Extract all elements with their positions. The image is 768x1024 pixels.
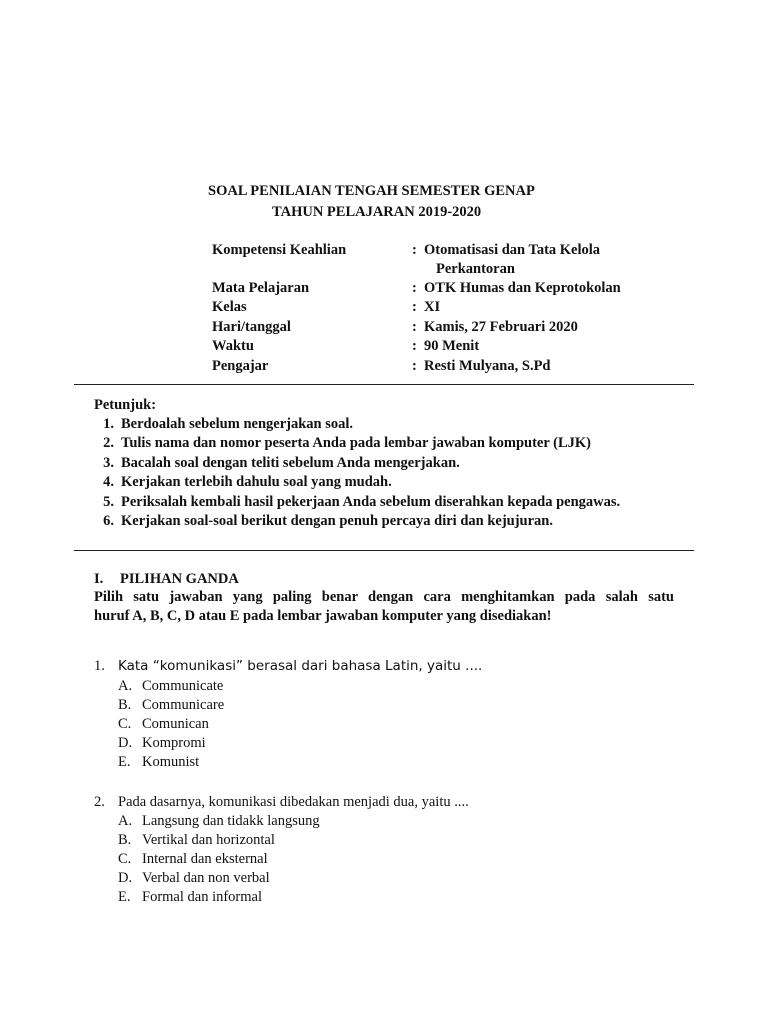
divider-top <box>74 384 694 385</box>
option-letter: A. <box>118 813 133 829</box>
info-label: Hari/tanggal <box>212 319 291 335</box>
list-item-text: Tulis nama dan nomor peserta Anda pada lembar jawaban komputer (LJK) <box>121 435 591 451</box>
list-item-number: 4. <box>103 474 114 490</box>
list-item-text: Kerjakan terlebih dahulu soal yang mudah. <box>121 474 392 490</box>
list-item-text: Berdoalah sebelum nengerjakan soal. <box>121 416 354 432</box>
info-row-kompetensi <box>212 242 672 261</box>
option-text: Langsung dan tidakk langsung <box>142 813 320 829</box>
info-row-pengajar <box>212 358 672 377</box>
question-text: Kata “komunikasi” berasal dari bahasa Latin, yaitu .... <box>118 658 483 674</box>
info-value: OTK Humas dan Keprotokolan <box>424 280 621 296</box>
info-colon: : <box>412 242 417 258</box>
question-number: 1. <box>94 658 105 674</box>
page-subtitle: TAHUN PELAJARAN 2019-2020 <box>272 204 482 220</box>
info-row-mapel <box>212 280 672 299</box>
option-letter: E. <box>118 889 131 905</box>
option-letter: B. <box>118 832 132 848</box>
section-instruction-line2: huruf A, B, C, D atau E pada lembar jawaban komputer yang disediakan! <box>94 608 552 624</box>
option-text: Comunican <box>142 716 209 732</box>
list-item-text: Kerjakan soal-soal berikut dengan penuh percaya diri dan kejujuran. <box>121 513 553 529</box>
option-text: Komunist <box>142 754 200 770</box>
info-colon: : <box>412 338 417 354</box>
option-text: Verbal dan non verbal <box>142 870 270 886</box>
divider-bottom <box>74 550 694 551</box>
option-text: Formal dan informal <box>142 889 263 905</box>
info-label: Waktu <box>212 338 254 354</box>
option-letter: B. <box>118 697 132 713</box>
section-number: I. <box>94 571 104 587</box>
option-letter: C. <box>118 716 132 732</box>
list-item-number: 1. <box>103 416 114 432</box>
option-letter: E. <box>118 754 131 770</box>
option-text: Communicare <box>142 697 225 713</box>
info-value: Resti Mulyana, S.Pd <box>424 358 551 374</box>
info-colon: : <box>412 280 417 296</box>
list-item-text: Bacalah soal dengan teliti sebelum Anda mengerjakan. <box>121 455 460 471</box>
info-value-continuation: Perkantoran <box>436 261 515 277</box>
info-value: XI <box>424 299 441 315</box>
info-row-kompetensi-cont <box>212 261 672 280</box>
section-instruction-line1: Pilih satu jawaban yang paling benar dengan cara menghitamkan pada salah satu <box>94 589 674 605</box>
info-label: Pengajar <box>212 358 269 374</box>
option-letter: D. <box>118 870 133 886</box>
info-colon: : <box>412 319 417 335</box>
option-letter: D. <box>118 735 133 751</box>
list-item-number: 6. <box>103 513 114 529</box>
section-title: PILIHAN GANDA <box>120 571 239 587</box>
info-value: Kamis, 27 Februari 2020 <box>424 319 578 335</box>
info-label: Kelas <box>212 299 247 315</box>
option-text: Internal dan eksternal <box>142 851 268 867</box>
info-value: 90 Menit <box>424 338 480 354</box>
option-letter: C. <box>118 851 132 867</box>
option-letter: A. <box>118 678 133 694</box>
option-text: Communicate <box>142 678 224 694</box>
question-text: Pada dasarnya, komunikasi dibedakan menjadi dua, yaitu .... <box>118 794 469 810</box>
info-colon: : <box>412 299 417 315</box>
question-number: 2. <box>94 794 105 810</box>
info-label: Mata Pelajaran <box>212 280 310 296</box>
info-label: Kompetensi Keahlian <box>212 242 347 258</box>
info-row-hari <box>212 319 672 338</box>
option-text: Vertikal dan horizontal <box>142 832 275 848</box>
list-item-number: 3. <box>103 455 114 471</box>
list-item-number: 2. <box>103 435 114 451</box>
list-item-text: Periksalah kembali hasil pekerjaan Anda sebelum diserahkan kepada pengawas. <box>121 494 621 510</box>
instructions-heading: Petunjuk: <box>94 397 157 413</box>
info-colon: : <box>412 358 417 374</box>
page-title: SOAL PENILAIAN TENGAH SEMESTER GENAP <box>208 183 535 199</box>
info-row-kelas <box>212 299 672 318</box>
info-row-waktu <box>212 338 672 357</box>
option-text: Kompromi <box>142 735 206 751</box>
list-item-number: 5. <box>103 494 114 510</box>
info-value: Otomatisasi dan Tata Kelola <box>424 242 601 258</box>
